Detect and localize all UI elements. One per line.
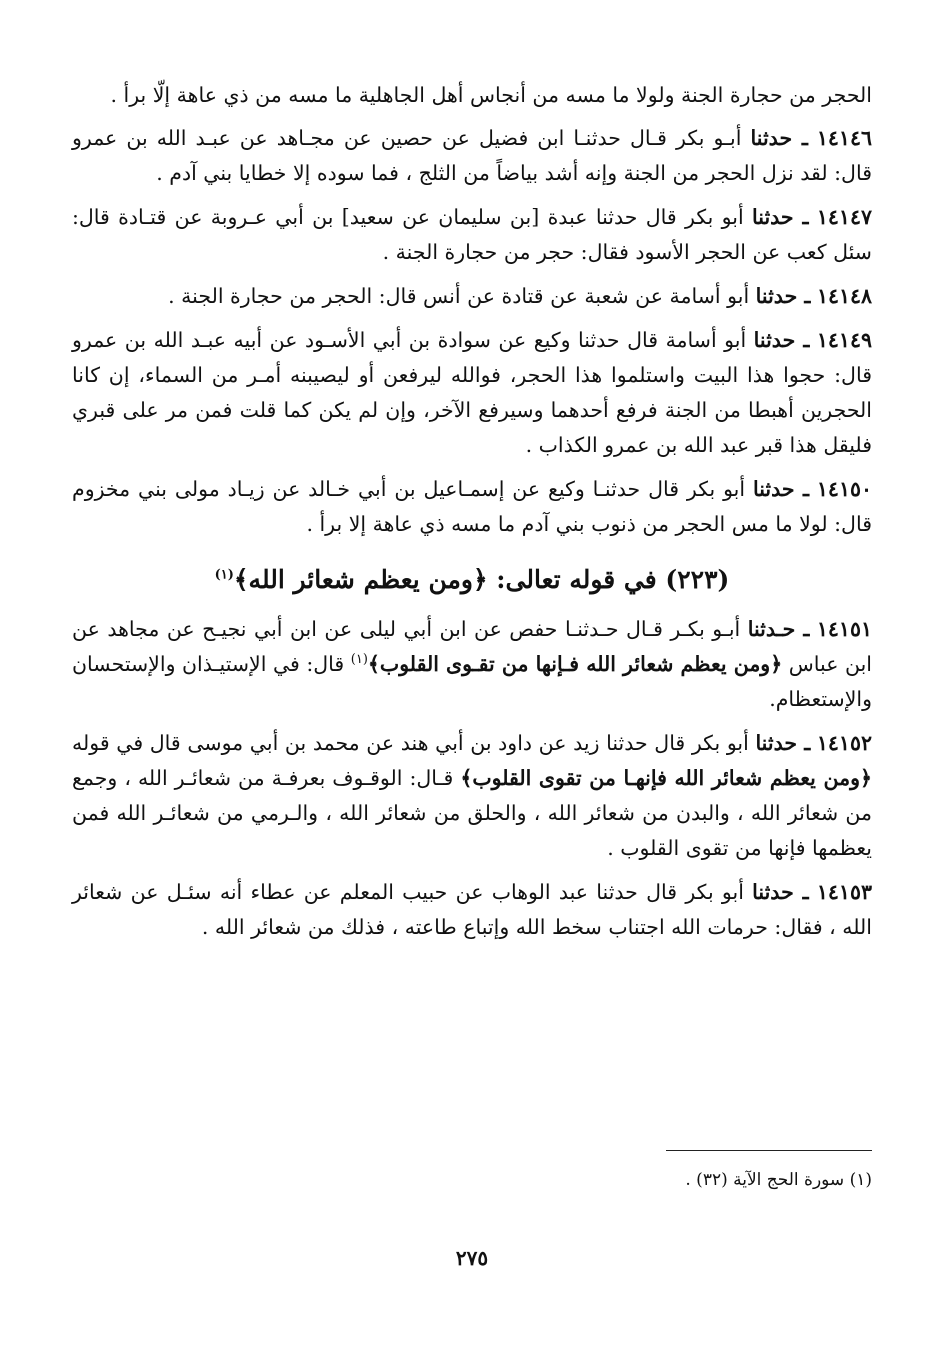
quran-quote: ﴿ومن يعظم شعائر الله فإنهـا من تقوى القلوب﴾ [460, 766, 872, 790]
hadith-text-part1: أبو بكر قال حدثنا زيد عن داود بن أبي هند عن محمد بن أبي موسى قال في قوله [72, 731, 749, 755]
book-page [72, 78, 872, 1369]
quran-quote: ﴿ومن يعظم شعائر الله فـإنها من تقـوى القلوب﴾ [367, 652, 783, 676]
hadith-opener: حدثنا [750, 126, 793, 150]
hadith-text-part2: قـال: الوقـوف بعرفـة من شعائـر الله ، وجمع من شعائر الله ، والبدن من شعائر الله ، والحلق من شعائر الله ، والـرمي من شعائـر الله فمن يعظمها فإنها من تقوى القلوب . [72, 766, 872, 860]
hadith-opener: حدثنا [755, 284, 798, 308]
hadith-text: أبو بكر قال حدثنا عبدة [بن سليمان عن سعيد] بن أبي عـروبة عن قتـادة قال: سئل كعب عن الحجر الأسود فقال: حجر من حجارة الجنة . [72, 205, 872, 264]
continuation-paragraph [72, 78, 872, 113]
continuation-text: الحجر من حجارة الجنة ولولا ما مسه من أنجاس أهل الجاهلية ما مسه من ذي عاهة إلّا برأ . [110, 83, 872, 107]
hadith-text: أبـو بكر قـال حدثنـا ابن فضيل عن حصين عن مجـاهد عن عبـد الله بن عمرو قال: لقد نزل الحجر من الجنة وإنه أشد بياضاً من الثلج ، فما سوده إلا خطايا بني آدم . [72, 126, 872, 185]
hadith-text: أبو أسامة عن شعبة عن قتادة عن أنس قال: الحجر من حجارة الجنة . [168, 284, 750, 308]
hadith-number: ١٤١٥٣ [816, 880, 872, 904]
hadith-number: ١٤١٤٧ [816, 205, 872, 229]
hadith-14148: ١٤١٤٨ ـ حدثنا أبو أسامة عن شعبة عن قتادة عن أنس قال: الحجر من حجارة الجنة . [168, 284, 872, 308]
hadith-14151: ١٤١٥١ ـ حـدثنا أبـو بكـر قـال حـدثنـا حفص عن ابن أبي ليلى عن ابن أبي نجيـح عن مجاهد عن ابن عباس ﴿ومن يعظم شعائر الله فـإنها من تقـوى القلوب﴾$^{(١)}$ قال: في الإستيـذان والإستحسان والإستعظام. [72, 617, 872, 711]
hadith-opener: حدثنا [752, 205, 794, 229]
hadith-14150: ١٤١٥٠ ـ حدثنا أبو بكر قال حدثنـا وكيع عن إسمـاعيل بن أبي خـالد عن زيـاد مولى بني مخزوم قال: لولا ما مس الحجر من ذنوب بني آدم ما مسه ذي عاهة إلا برأ . [72, 477, 872, 536]
hadith-text: أبو أسامة قال حدثنا وكيع عن سوادة بن أبي الأسـود عن أبيه عبـد الله بن عمرو قال: حجوا هذا البيت واستلموا هذا الحجر، فوالله ليرفعن أو ليصيبنه أمـر من السماء، إن كانا الحجرين أهبطا من الجنة فرفع أحدهما وسيرفع الآخر، وإن لم يكن كما قلت فمن مر على قبري فليقل هذا قبر عبد الله بن عمرو الكذاب . [72, 328, 872, 457]
hadith-number: ١٤١٤٦ [816, 126, 872, 150]
hadith-opener: حدثنا [753, 328, 796, 352]
hadith-number: ١٤١٥٢ [816, 731, 872, 755]
hadith-opener: حدثنا [752, 477, 795, 501]
hadith-14147: ١٤١٤٧ ـ حدثنا أبو بكر قال حدثنا عبدة [بن سليمان عن سعيد] بن أبي عـروبة عن قتـادة قال: سئل كعب عن الحجر الأسود فقال: حجر من حجارة الجنة . [72, 205, 872, 264]
hadith-14146: ١٤١٤٦ ـ حدثنا أبـو بكر قـال حدثنـا ابن فضيل عن حصين عن مجـاهد عن عبـد الله بن عمرو قال: لقد نزل الحجر من الجنة وإنه أشد بياضاً من الثلج ، فما سوده إلا خطايا بني آدم . [72, 126, 872, 185]
hadith-14153: ١٤١٥٣ ـ حدثنا أبو بكر قال حدثنا عبد الوهاب عن حبيب المعلم عن عطاء أنه سئـل عن شعائر الله ، فقال: حرمات الله اجتناب سخط الله وإتباع طاعته ، فذلك من شعائر الله . [72, 880, 872, 939]
hadith-opener: حـدثنا [747, 617, 796, 641]
chapter-heading [72, 560, 872, 600]
hadith-opener: حدثنا [752, 880, 794, 904]
hadith-14152: ١٤١٥٢ ـ حدثنا أبو بكر قال حدثنا زيد عن داود بن أبي هند عن محمد بن أبي موسى قال في قوله ﴿ومن يعظم شعائر الله فإنهـا من تقوى القلوب﴾ قـال: الوقـوف بعرفـة من شعائـر الله ، وجمع من شعائر الله ، والبدن من شعائر الله ، والحلق من شعائر الله ، والـرمي من شعائـر الله فمن يعظمها فإنها من تقوى القلوب . [72, 731, 872, 860]
page-number: ٢٧٥ [455, 1246, 489, 1270]
hadith-text-part1: أبـو بكـر قـال حـدثنـا حفص عن ابن أبي ليلى عن ابن أبي نجيـح عن مجاهد عن ابن عباس [72, 617, 872, 676]
hadith-text-part2: قال: في الإستيـذان والإستحسان والإستعظام. [72, 652, 872, 711]
hadith-text: أبو بكر قال حدثنا عبد الوهاب عن حبيب المعلم عن عطاء أنه سئـل عن شعائر الله ، فقال: حرمات الله اجتناب سخط الله وإتباع طاعته ، فذلك من شعائر الله . [72, 880, 872, 939]
footnote-marker: (١) [350, 652, 368, 668]
hadith-number: ١٤١٥١ [816, 617, 872, 641]
hadith-14149: ١٤١٤٩ ـ حدثنا أبو أسامة قال حدثنا وكيع عن سوادة بن أبي الأسـود عن أبيه عبـد الله بن عمرو قال: حجوا هذا البيت واستلموا هذا الحجر، فوالله ليرفعن أو ليصيبنه أمـر من السماء، إن كانا الحجرين أهبطا من الجنة فرفع أحدهما وسيرفع الآخر، وإن لم يكن كما قلت فمن مر على قبري فليقل هذا قبر عبد الله بن عمرو الكذاب . [72, 328, 872, 457]
footnote-divider [666, 1150, 872, 1151]
footnote-marker: (١) [214, 567, 234, 583]
hadith-number: ١٤١٤٩ [816, 328, 872, 352]
chapter-heading-text: (٢٢٣) في قوله تعالى: ﴿ومن يعظم شعائر الله﴾ [233, 565, 730, 594]
hadith-opener: حدثنا [755, 731, 798, 755]
hadith-text: أبو بكر قال حدثنـا وكيع عن إسمـاعيل بن أبي خـالد عن زيـاد مولى بني مخزوم قال: لولا ما مس الحجر من ذنوب بني آدم ما مسه ذي عاهة إلا برأ . [72, 477, 872, 536]
hadith-number: ١٤١٤٨ [816, 284, 872, 308]
hadith-number: ١٤١٥٠ [816, 477, 872, 501]
footnote: (١) سورة الحج الآية (٣٢) . [685, 1170, 872, 1190]
